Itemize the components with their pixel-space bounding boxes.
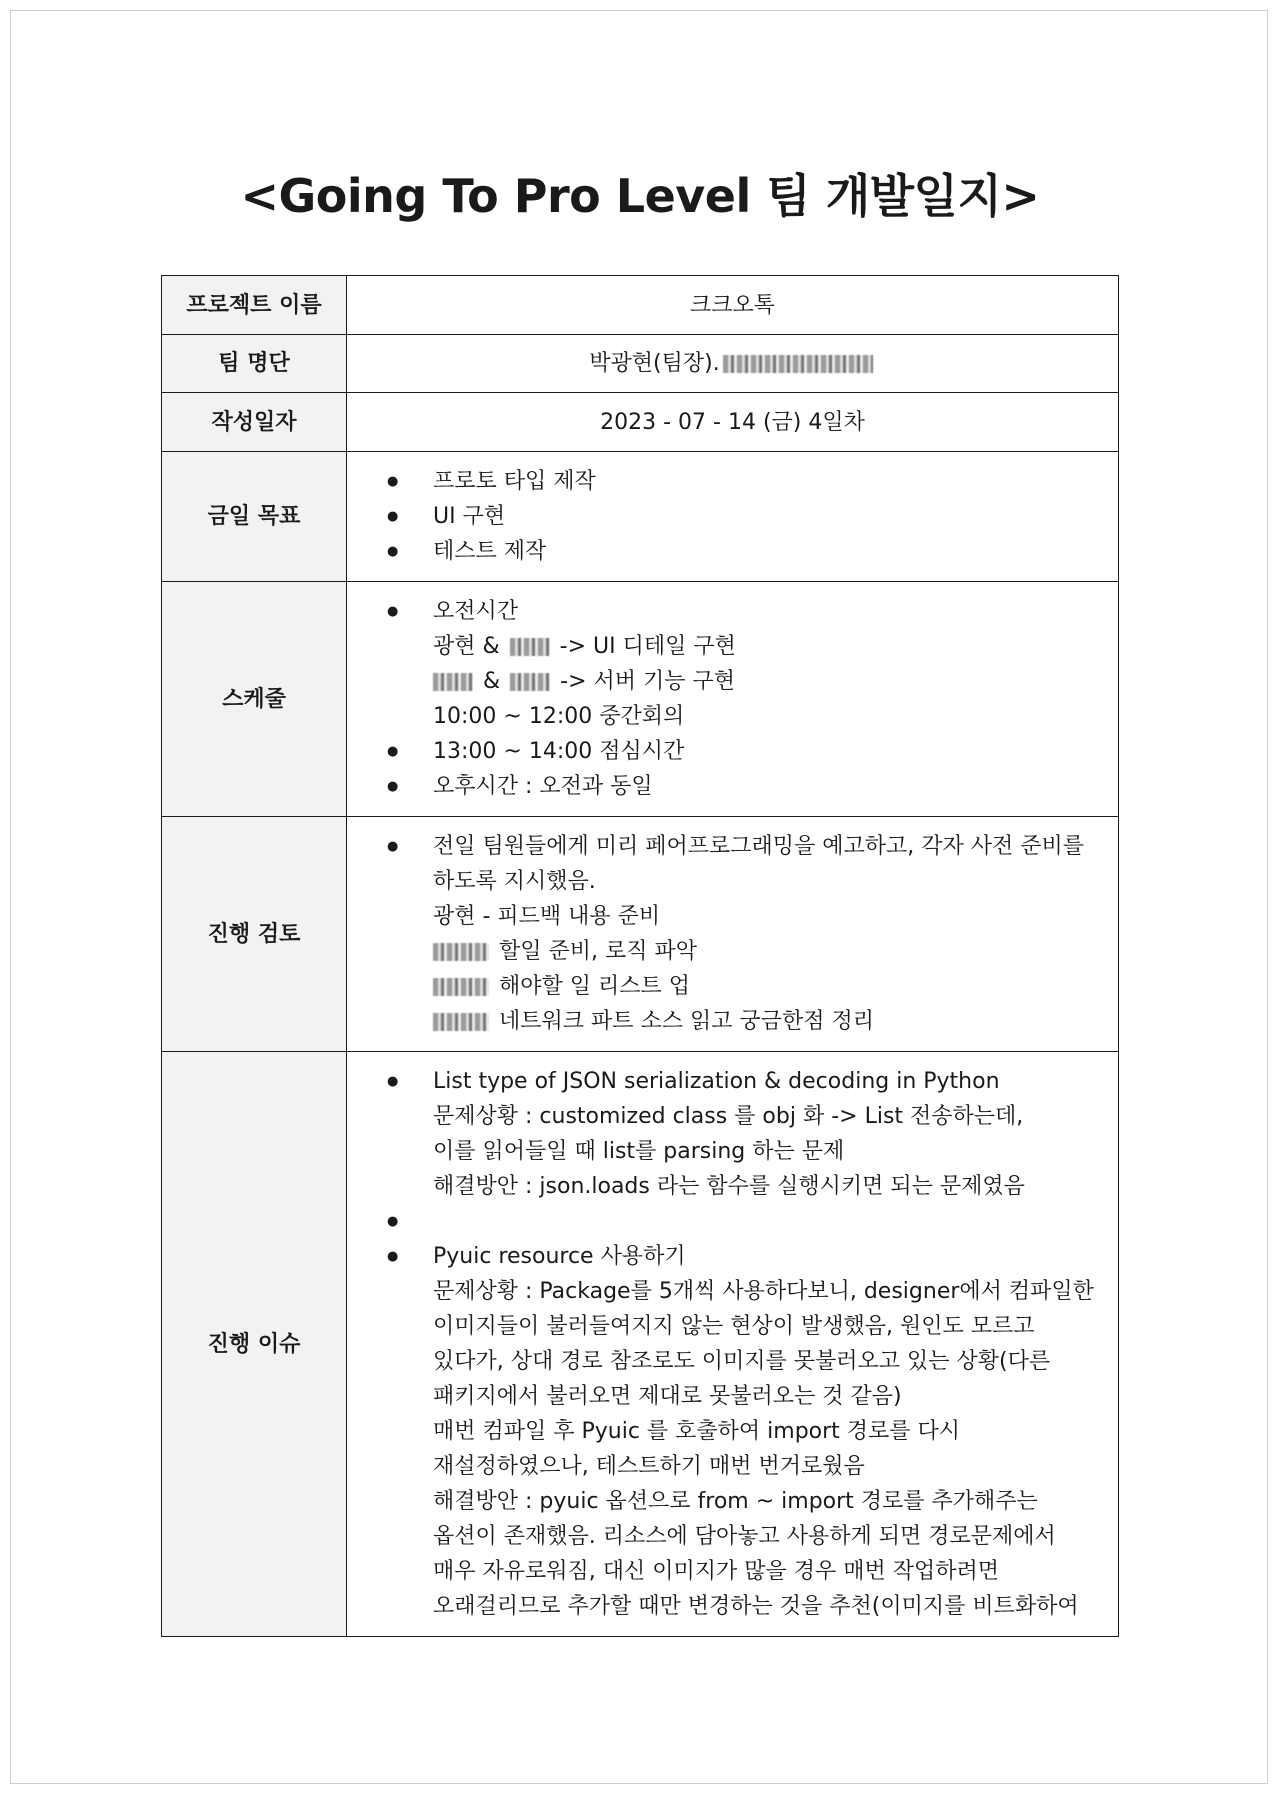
list-item-text: 이미지들이 불러들여지지 않는 현상이 발생했음, 원인도 모르고 — [433, 1314, 1035, 1339]
list-item — [387, 734, 1104, 769]
list-item-text: 문제상황 : customized class 를 obj 화 -> List 전송하는데, — [433, 1104, 1024, 1129]
table-row — [162, 817, 1119, 1052]
list-item-text: 옵션이 존재했음. 리소스에 담아놓고 사용하게 되면 경로문제에서 — [433, 1524, 1056, 1549]
list-item-text: 재설정하였으나, 테스트하기 매번 번거로웠음 — [433, 1454, 865, 1479]
review-text: 네트워크 파트 소스 읽고 궁금한점 정리 — [492, 1009, 874, 1034]
list-item-text: 해결방안 : pyuic 옵션으로 from ~ import 경로를 추가해주는 — [433, 1489, 1038, 1514]
row-label-schedule: 스케줄 — [162, 582, 347, 817]
goal-content — [347, 452, 1119, 582]
list-item-text: ● 테스트 제작 — [433, 539, 547, 564]
review-text: 할일 준비, 로직 파악 — [492, 939, 697, 964]
row-label-date: 작성일자 — [162, 393, 347, 452]
schedule-content — [347, 582, 1119, 817]
table-row — [162, 393, 1119, 452]
team-members-cell — [347, 335, 1119, 393]
list-item — [387, 499, 1104, 534]
list-item — [387, 829, 1104, 1039]
list-item-text: ● Pyuic resource 사용하기 — [433, 1244, 686, 1269]
row-label-goal: 금일 목표 — [162, 452, 347, 582]
row-label-project: 프로젝트 이름 — [162, 276, 347, 335]
schedule-line — [433, 629, 1104, 664]
list-item-text: 매번 컴파일 후 Pyuic 를 호출하여 import 경로를 다시 — [433, 1419, 961, 1444]
list-item — [387, 464, 1104, 499]
redacted-name — [433, 673, 473, 691]
list-item-text: ● List type of JSON serialization & decoding in Python — [433, 1069, 1000, 1094]
list-item-text: 오래걸리므로 추가할 때만 변경하는 것을 추천(이미지를 비트화하여 — [433, 1594, 1079, 1619]
dev-log-table — [161, 275, 1119, 1637]
list-item-text: 광현 - 피드백 내용 준비 — [433, 904, 661, 929]
list-item — [387, 769, 1104, 804]
spacer — [387, 1204, 1104, 1239]
list-item — [387, 1064, 1104, 1204]
redacted-name — [510, 673, 550, 691]
table-row — [162, 1052, 1119, 1637]
review-line — [433, 934, 1104, 969]
table-row — [162, 582, 1119, 817]
review-line — [433, 969, 1104, 1004]
schedule-line — [433, 664, 1104, 699]
list-item-text: ● 13:00 ~ 14:00 점심시간 — [433, 739, 685, 764]
schedule-text: 광현 & — [433, 634, 507, 659]
list-item-text: 하도록 지시했음. — [433, 869, 596, 894]
row-label-review: 진행 검토 — [162, 817, 347, 1052]
table-row — [162, 276, 1119, 335]
page-title: <Going To Pro Level 팀 개발일지> — [240, 169, 1040, 223]
issues-content — [347, 1052, 1119, 1637]
schedule-text: -> 서버 기능 구현 — [553, 669, 736, 694]
list-item-text: 이를 읽어들일 때 list를 parsing 하는 문제 — [433, 1139, 845, 1164]
project-name-value: 크크오톡 — [347, 276, 1119, 335]
redacted-name — [510, 638, 550, 656]
redacted-name — [433, 978, 489, 996]
review-text: 해야할 일 리스트 업 — [492, 974, 690, 999]
schedule-text: -> UI 디테일 구현 — [552, 634, 736, 659]
redacted-names — [723, 355, 873, 373]
table-row — [162, 335, 1119, 393]
schedule-text: & — [476, 669, 508, 694]
redacted-name — [433, 1013, 489, 1031]
date-value: 2023 - 07 - 14 (금) 4일차 — [347, 393, 1119, 452]
list-item-text: ● 프로토 타입 제작 — [433, 469, 596, 494]
list-item-text: ● UI 구현 — [433, 504, 506, 529]
list-item-text: 있다가, 상대 경로 참조로도 이미지를 못불러오고 있는 상황(다른 — [433, 1349, 1051, 1374]
row-label-issues: 진행 이슈 — [162, 1052, 347, 1637]
list-item — [387, 534, 1104, 569]
redacted-name — [433, 943, 489, 961]
review-line — [433, 1004, 1104, 1039]
list-item-text: ● 전일 팀원들에게 미리 페어프로그래밍을 예고하고, 각자 사전 준비를 — [433, 834, 1085, 859]
list-item-text: 10:00 ~ 12:00 중간회의 — [433, 704, 685, 729]
table-row — [162, 452, 1119, 582]
list-item-text: 매우 자유로워짐, 대신 이미지가 많을 경우 매번 작업하려면 — [433, 1559, 999, 1584]
row-label-team: 팀 명단 — [162, 335, 347, 393]
team-leader-text: 박광현(팀장). — [589, 351, 720, 376]
schedule-list — [347, 594, 1104, 804]
goal-list — [347, 464, 1104, 569]
review-list — [347, 829, 1104, 1039]
list-item-text: 패키지에서 불러오면 제대로 못불러오는 것 같음) — [433, 1384, 902, 1409]
list-item-text: 해결방안 : json.loads 라는 함수를 실행시키면 되는 문제였음 — [433, 1174, 1025, 1199]
issues-list — [347, 1064, 1104, 1624]
list-item-text: 문제상황 : Package를 5개씩 사용하다보니, designer에서 컴파일한 — [433, 1279, 1094, 1304]
list-item-text: ● 오전시간 — [433, 599, 519, 624]
list-item — [387, 594, 1104, 734]
review-content — [347, 817, 1119, 1052]
list-item — [387, 1239, 1104, 1624]
list-item-text: ● 오후시간 : 오전과 동일 — [433, 774, 653, 799]
